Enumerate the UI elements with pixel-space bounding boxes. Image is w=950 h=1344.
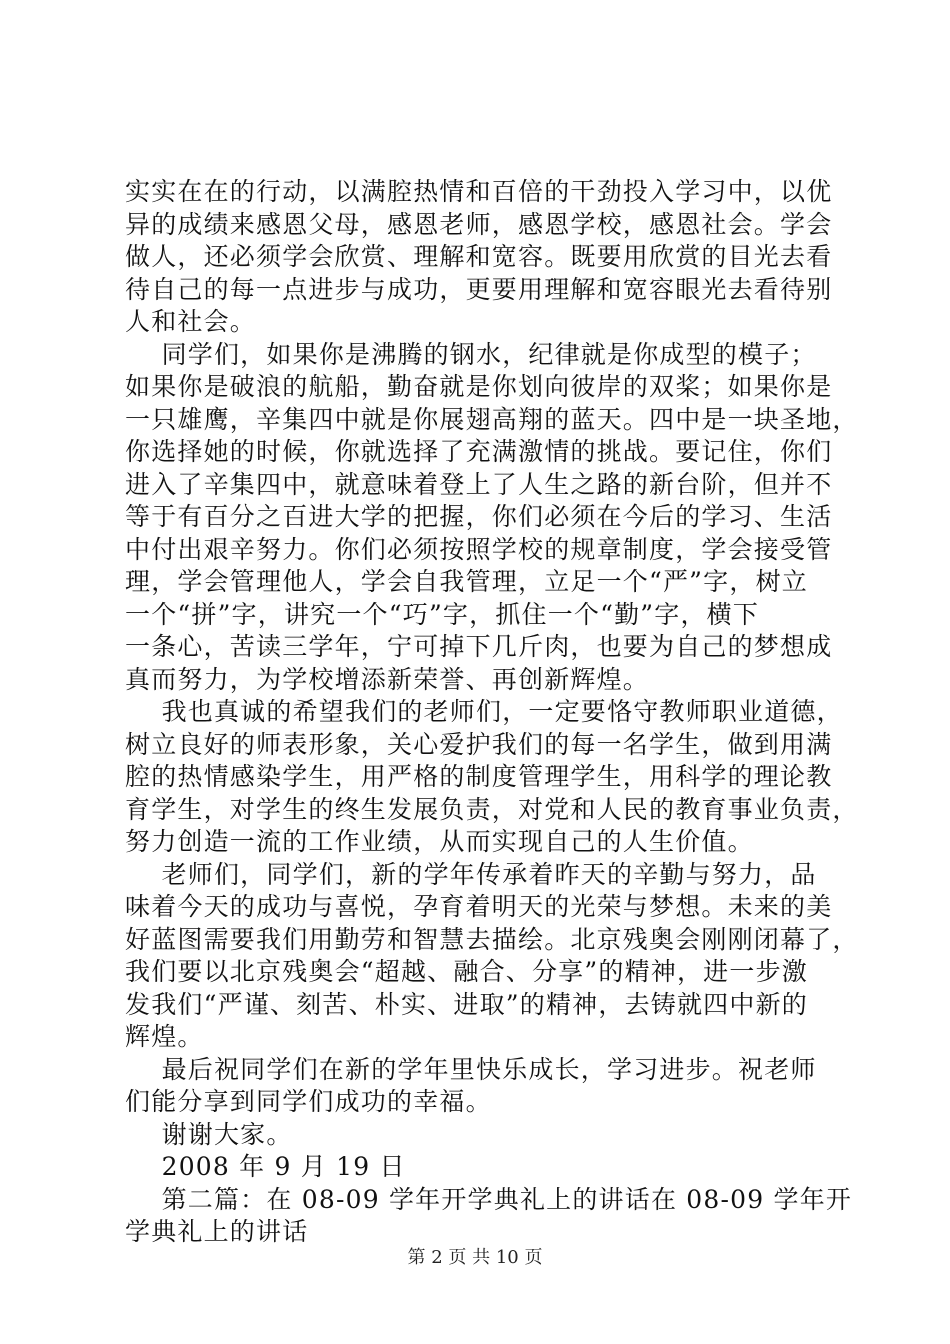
text-line: 发我们“严谨、刻苦、朴实、进取”的精神，去铸就四中新的 (125, 989, 808, 1019)
text-line: 理，学会管理他人，学会自我管理，立足一个“严”字，树立 (125, 567, 808, 596)
page-number-footer: 第 2 页 共 10 页 (407, 1247, 543, 1268)
text-line: 树立良好的师表形象，关心爱护我们的每一名学生，做到用满 (125, 729, 833, 759)
text-line: 待自己的每一点进步与成功，更要用理解和宽容眼光去看待别 (125, 274, 833, 304)
text-line: 做人，还必须学会欣赏、理解和宽容。既要用欣赏的目光去看 (125, 242, 833, 271)
section-heading-line: 学典礼上的讲话 (125, 1217, 309, 1246)
text-line: 辉煌。 (125, 1022, 204, 1051)
text-line: 味着今天的成功与喜悦，孕育着明天的光荣与梦想。未来的美 (125, 892, 833, 921)
text-line: 谢谢大家。 (125, 1119, 293, 1149)
text-line: 腔的热情感染学生，用严格的制度管理学生，用科学的理论教 (125, 762, 833, 791)
text-line: 一条心，苦读三学年，宁可掉下几斤肉，也要为自己的梦想成 (125, 632, 833, 661)
text-line: 一只雄鹰，辛集四中就是你展翅高翔的蓝天。四中是一块圣地， (125, 404, 859, 434)
text-line: 最后祝同学们在新的学年里快乐成长，学习进步。祝老师 (125, 1054, 817, 1084)
text-line: 我也真诚的希望我们的老师们，一定要恪守教师职业道德， (125, 697, 843, 726)
text-line: 我们要以北京残奥会“超越、融合、分享”的精神，进一步激 (125, 957, 808, 986)
text-line: 一个“拼”字，讲究一个“巧”字，抓住一个“勤”字，横下 (125, 599, 760, 629)
text-line: 们能分享到同学们成功的幸福。 (125, 1087, 492, 1116)
text-line: 努力创造一流的工作业绩，从而实现自己的人生价值。 (125, 827, 754, 856)
text-line: 等于有百分之百进大学的把握，你们必须在今后的学习、生活 (125, 502, 833, 531)
document-body (125, 176, 859, 1249)
date-line: 2008 年 9 月 19 日 (125, 1152, 406, 1181)
text-line: 老师们，同学们，新的学年传承着昨天的辛勤与努力，品 (125, 859, 817, 889)
text-line: 人和社会。 (125, 307, 257, 336)
text-line: 实实在在的行动，以满腔热情和百倍的干劲投入学习中，以优 (125, 177, 833, 206)
text-line: 好蓝图需要我们用勤劳和智慧去描绘。北京残奥会刚刚闭幕了， (125, 924, 859, 954)
text-line: 异的成绩来感恩父母，感恩老师，感恩学校，感恩社会。学会 (125, 209, 833, 239)
text-line: 育学生，对学生的终生发展负责，对党和人民的教育事业负责， (125, 794, 859, 824)
text-line: 真而努力，为学校增添新荣誉、再创新辉煌。 (125, 664, 650, 694)
text-line: 你选择她的时候，你就选择了充满激情的挑战。要记住，你们 (125, 437, 833, 466)
section-heading-line: 第二篇：在 08-09 学年开学典礼上的讲话在 08-09 学年开 (125, 1184, 853, 1214)
text-line: 同学们，如果你是沸腾的钢水，纪律就是你成型的模子； (125, 339, 817, 369)
text-line: 如果你是破浪的航船，勤奋就是你划向彼岸的双桨；如果你是 (125, 372, 833, 401)
text-line: 中付出艰辛努力。你们必须按照学校的规章制度，学会接受管 (125, 534, 833, 564)
text-line: 进入了辛集四中，就意味着登上了人生之路的新台阶，但并不 (125, 469, 833, 499)
